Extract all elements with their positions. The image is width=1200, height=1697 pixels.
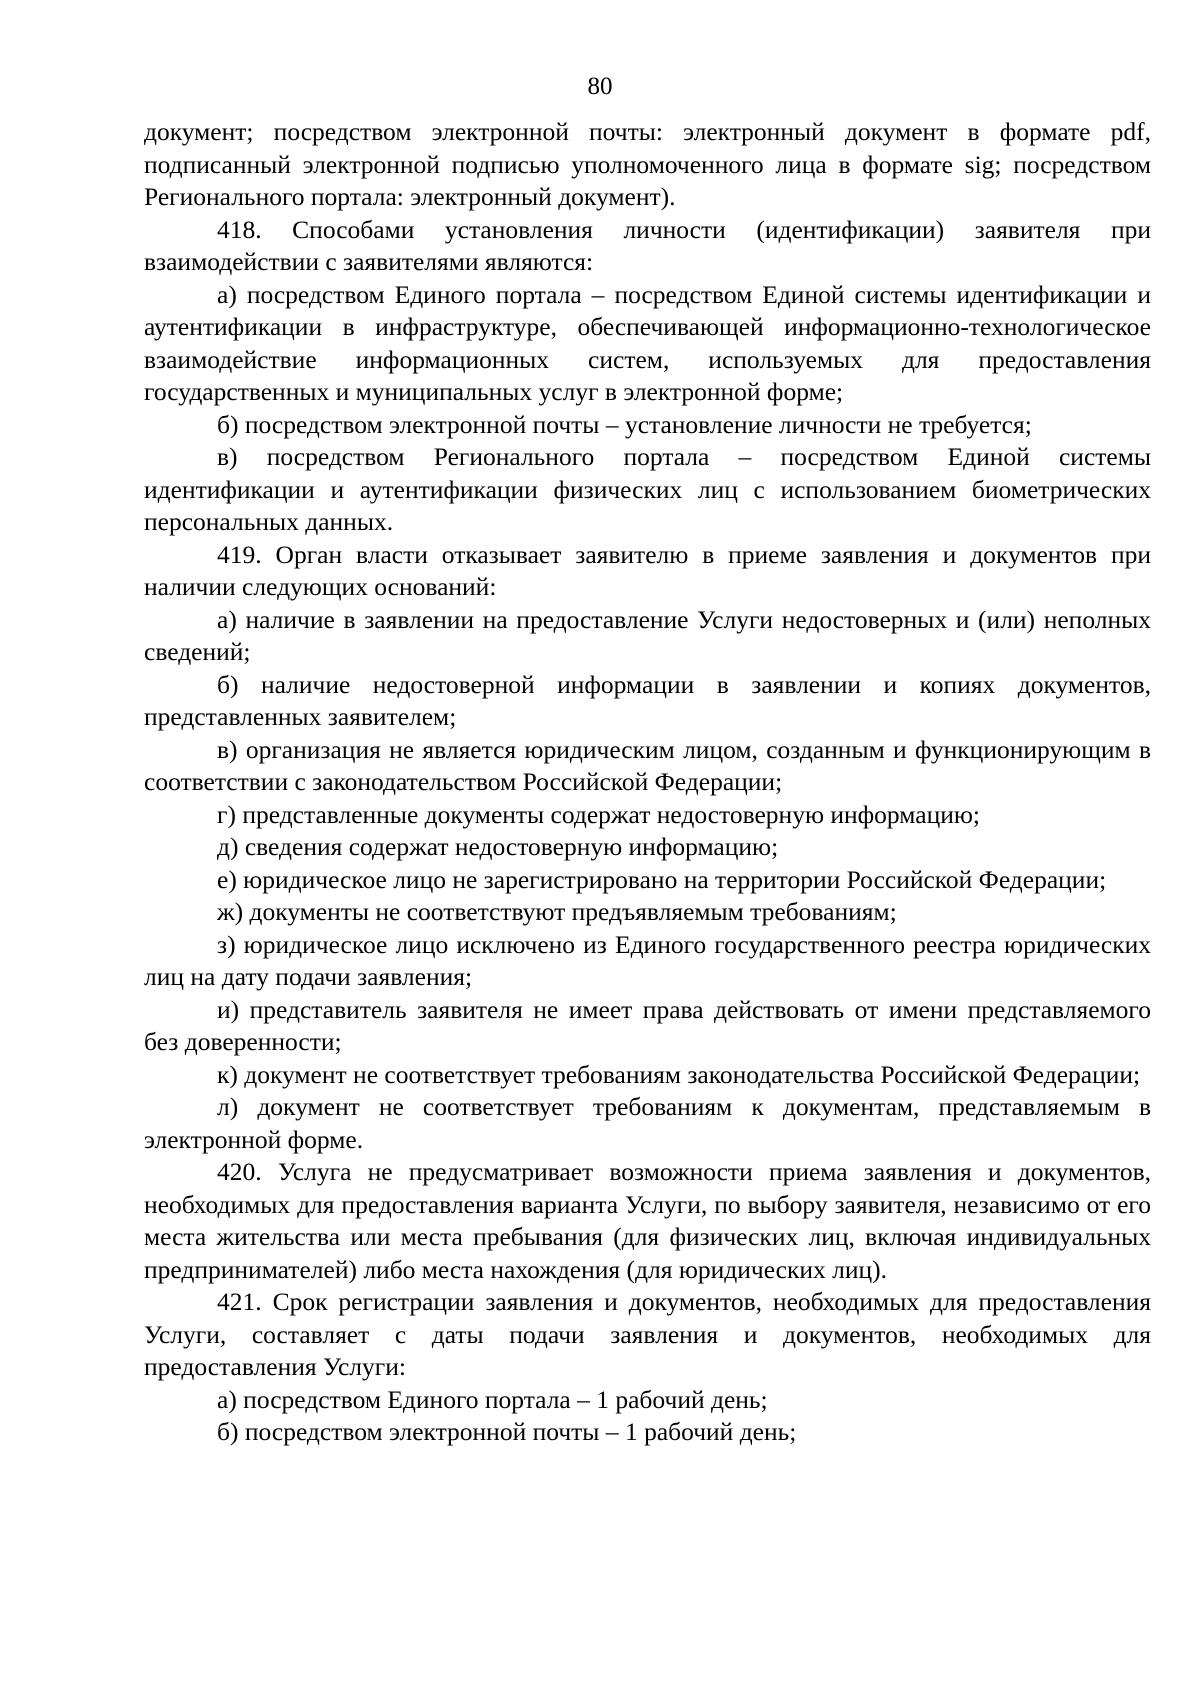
paragraph-419-a: а) наличие в заявлении на предоставление Услуги недостоверных и (или) неполных сведений; <box>144 604 1151 666</box>
paragraph-421-a: а) посредством Единого портала – 1 рабочий день; <box>217 1384 768 1414</box>
paragraph-419-i: и) представитель заявителя не имеет права действовать от имени представляемого без доверенности; <box>144 994 1151 1056</box>
paragraph-419-v: в) организация не является юридическим лицом, созданным и функционирующим в соответствии с законодательством Российской Федерации; <box>144 734 1151 796</box>
paragraph-418-v: в) посредством Регионального портала – посредством Единой системы идентификации и аутентификации физических лиц с использованием биометрических персональных данных. <box>144 442 1151 536</box>
paragraph-419-zh: ж) документы не соответствуют предъявляемым требованиям; <box>217 897 897 926</box>
paragraph-418-b: б) посредством электронной почты – установление личности не требуется; <box>217 409 1032 439</box>
paragraph-419-e: е) юридическое лицо не зарегистрировано на территории Российской Федерации; <box>217 864 1107 894</box>
paragraph-419-z: з) юридическое лицо исключено из Единого государственного реестра юридических лиц на дату подачи заявления; <box>144 929 1151 991</box>
paragraph-420: 420. Услуга не предусматривает возможности приема заявления и документов, необходимых для предоставления варианта Услуги, по выбору заявителя, независимо от его места жительства или места пребывания (для физических лиц, включая индивидуальных предпринимателей) либо места нахождения (для юридических лиц). <box>144 1157 1151 1284</box>
paragraph-419-d: д) сведения содержат недостоверную информацию; <box>217 832 779 861</box>
document-body <box>144 116 1151 1449</box>
paragraph-419-g: г) представленные документы содержат недостоверную информацию; <box>217 799 981 829</box>
paragraph-421: 421. Срок регистрации заявления и документов, необходимых для предоставления Услуги, составляет с даты подачи заявления и документов, необходимых для предоставления Услуги: <box>144 1287 1151 1381</box>
paragraph-419: 419. Орган власти отказывает заявителю в приеме заявления и документов при наличии следующих оснований: <box>144 539 1151 601</box>
paragraph-continuation: документ; посредством электронной почты: электронный документ в формате pdf, подписанный электронной подписью уполномоченного лица в формате sig; посредством Регионального портала: электронный документ). <box>144 117 1151 211</box>
paragraph-421-b: б) посредством электронной почты – 1 рабочий день; <box>217 1417 797 1446</box>
paragraph-418-a: а) посредством Единого портала – посредством Единой системы идентификации и аутентификации в инфраструктуре, обеспечивающей информационно-технологическое взаимодействие информационных систем, используемых для предоставления государственных и муниципальных услуг в электронной форме; <box>144 279 1151 406</box>
paragraph-419-k: к) документ не соответствует требованиям законодательства Российской Федерации; <box>217 1059 1141 1089</box>
paragraph-419-b: б) наличие недостоверной информации в заявлении и копиях документов, представленных заявителем; <box>144 669 1151 731</box>
paragraph-419-l: л) документ не соответствует требованиям к документам, представляемым в электронной форме. <box>144 1092 1151 1154</box>
page-number: 80 <box>587 73 613 100</box>
paragraph-418: 418. Способами установления личности (идентификации) заявителя при взаимодействии с заявителями являются: <box>144 214 1151 276</box>
